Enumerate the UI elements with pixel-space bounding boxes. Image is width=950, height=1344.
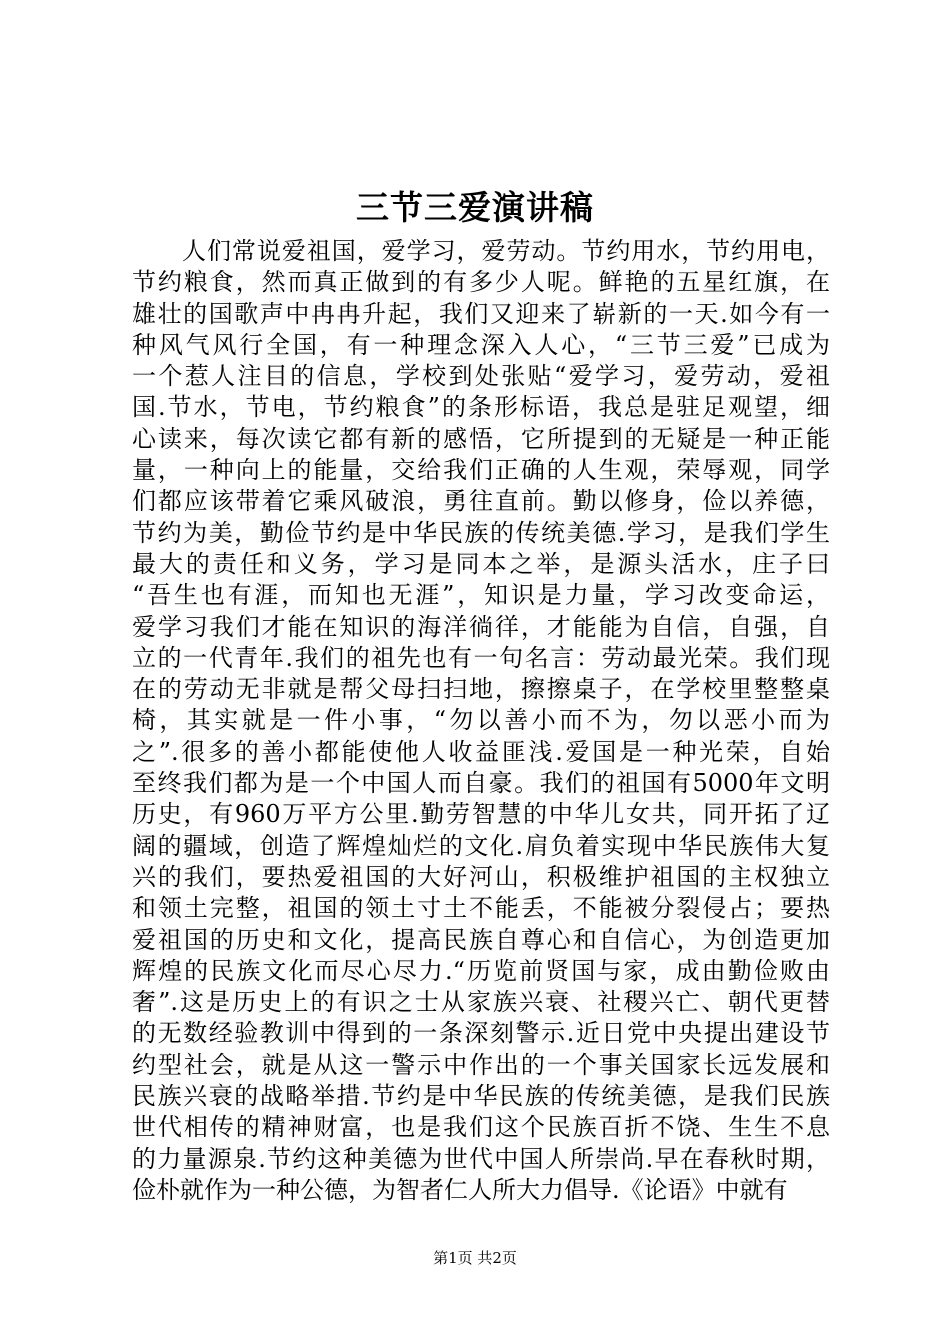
document-body xyxy=(132,236,830,1206)
paragraph-line: 民族兴衰的战略举措.节约是中华民族的传统美德，是我们民族 xyxy=(132,1082,830,1111)
page-footer: 第1页 共2页 xyxy=(433,1249,517,1267)
paragraph-line: 兴的我们，要热爱祖国的大好河山，积极维护祖国的主权独立 xyxy=(132,862,830,891)
paragraph-line: 节约粮食，然而真正做到的有多少人呢。鲜艳的五星红旗，在 xyxy=(132,268,830,297)
paragraph-line: 爱祖国的历史和文化，提高民族自尊心和自信心，为创造更加 xyxy=(132,925,830,954)
document-title: 三节三爱演讲稿 xyxy=(356,188,594,227)
paragraph-line: 奢”.这是历史上的有识之士从家族兴衰、社稷兴亡、朝代更替 xyxy=(132,988,830,1017)
paragraph-line: 种风气风行全国，有一种理念深入人心，“三节三爱”已成为 xyxy=(132,330,830,359)
paragraph-line: 量，一种向上的能量，交给我们正确的人生观，荣辱观，同学 xyxy=(132,456,830,485)
paragraph-line: 历史，有960万平方公里.勤劳智慧的中华儿女共，同开拓了辽 xyxy=(132,800,830,829)
paragraph-line: 们都应该带着它乘风破浪，勇往直前。勤以修身，俭以养德， xyxy=(132,487,830,516)
paragraph-line: 的无数经验教训中得到的一条深刻警示.近日党中央提出建设节 xyxy=(132,1019,830,1048)
paragraph-line: 的力量源泉.节约这种美德为世代中国人所崇尚.早在春秋时期， xyxy=(132,1144,830,1173)
paragraph-line: “吾生也有涯，而知也无涯”，知识是力量，学习改变命运， xyxy=(132,581,830,610)
paragraph-line: 阔的疆域，创造了辉煌灿烂的文化.肩负着实现中华民族伟大复 xyxy=(132,831,830,860)
paragraph-line: 节约为美，勤俭节约是中华民族的传统美德.学习，是我们学生 xyxy=(132,518,830,547)
paragraph-line: 俭朴就作为一种公德，为智者仁人所大力倡导.《论语》中就有 xyxy=(132,1175,788,1204)
paragraph-line: 至终我们都为是一个中国人而自豪。我们的祖国有5000年文明 xyxy=(132,769,830,798)
paragraph-line: 心读来，每次读它都有新的感悟，它所提到的无疑是一种正能 xyxy=(132,424,830,453)
paragraph-line: 椅，其实就是一件小事，“勿以善小而不为，勿以恶小而为 xyxy=(132,706,830,735)
paragraph-line: 立的一代青年.我们的祖先也有一句名言：劳动最光荣。我们现 xyxy=(132,643,830,672)
paragraph-line: 和领土完整，祖国的领土寸土不能丢，不能被分裂侵占；要热 xyxy=(132,894,830,923)
paragraph-line: 最大的责任和义务，学习是同本之举，是源头活水，庄子曰 xyxy=(132,549,830,578)
paragraph-line: 国.节水，节电，节约粮食”的条形标语，我总是驻足观望，细 xyxy=(132,393,830,422)
paragraph-line: 约型社会，就是从这一警示中作出的一个事关国家长远发展和 xyxy=(132,1050,830,1079)
paragraph-line: 人们常说爱祖国，爱学习，爱劳动。节约用水，节约用电， xyxy=(182,237,830,265)
paragraph-line: 一个惹人注目的信息，学校到处张贴“爱学习，爱劳动，爱祖 xyxy=(132,362,830,391)
paragraph-line: 爱学习我们才能在知识的海洋徜徉，才能能为自信，自强，自 xyxy=(132,612,830,641)
paragraph-line: 之”.很多的善小都能使他人收益匪浅.爱国是一种光荣，自始 xyxy=(132,737,830,766)
paragraph-line: 雄壮的国歌声中冉冉升起，我们又迎来了崭新的一天.如今有一 xyxy=(132,299,830,328)
paragraph-line: 辉煌的民族文化而尽心尽力.“历览前贤国与家，成由勤俭败由 xyxy=(132,956,830,985)
paragraph-line: 在的劳动无非就是帮父母扫扫地，擦擦桌子，在学校里整整桌 xyxy=(132,675,830,704)
paragraph-line: 世代相传的精神财富，也是我们这个民族百折不饶、生生不息 xyxy=(132,1113,830,1142)
